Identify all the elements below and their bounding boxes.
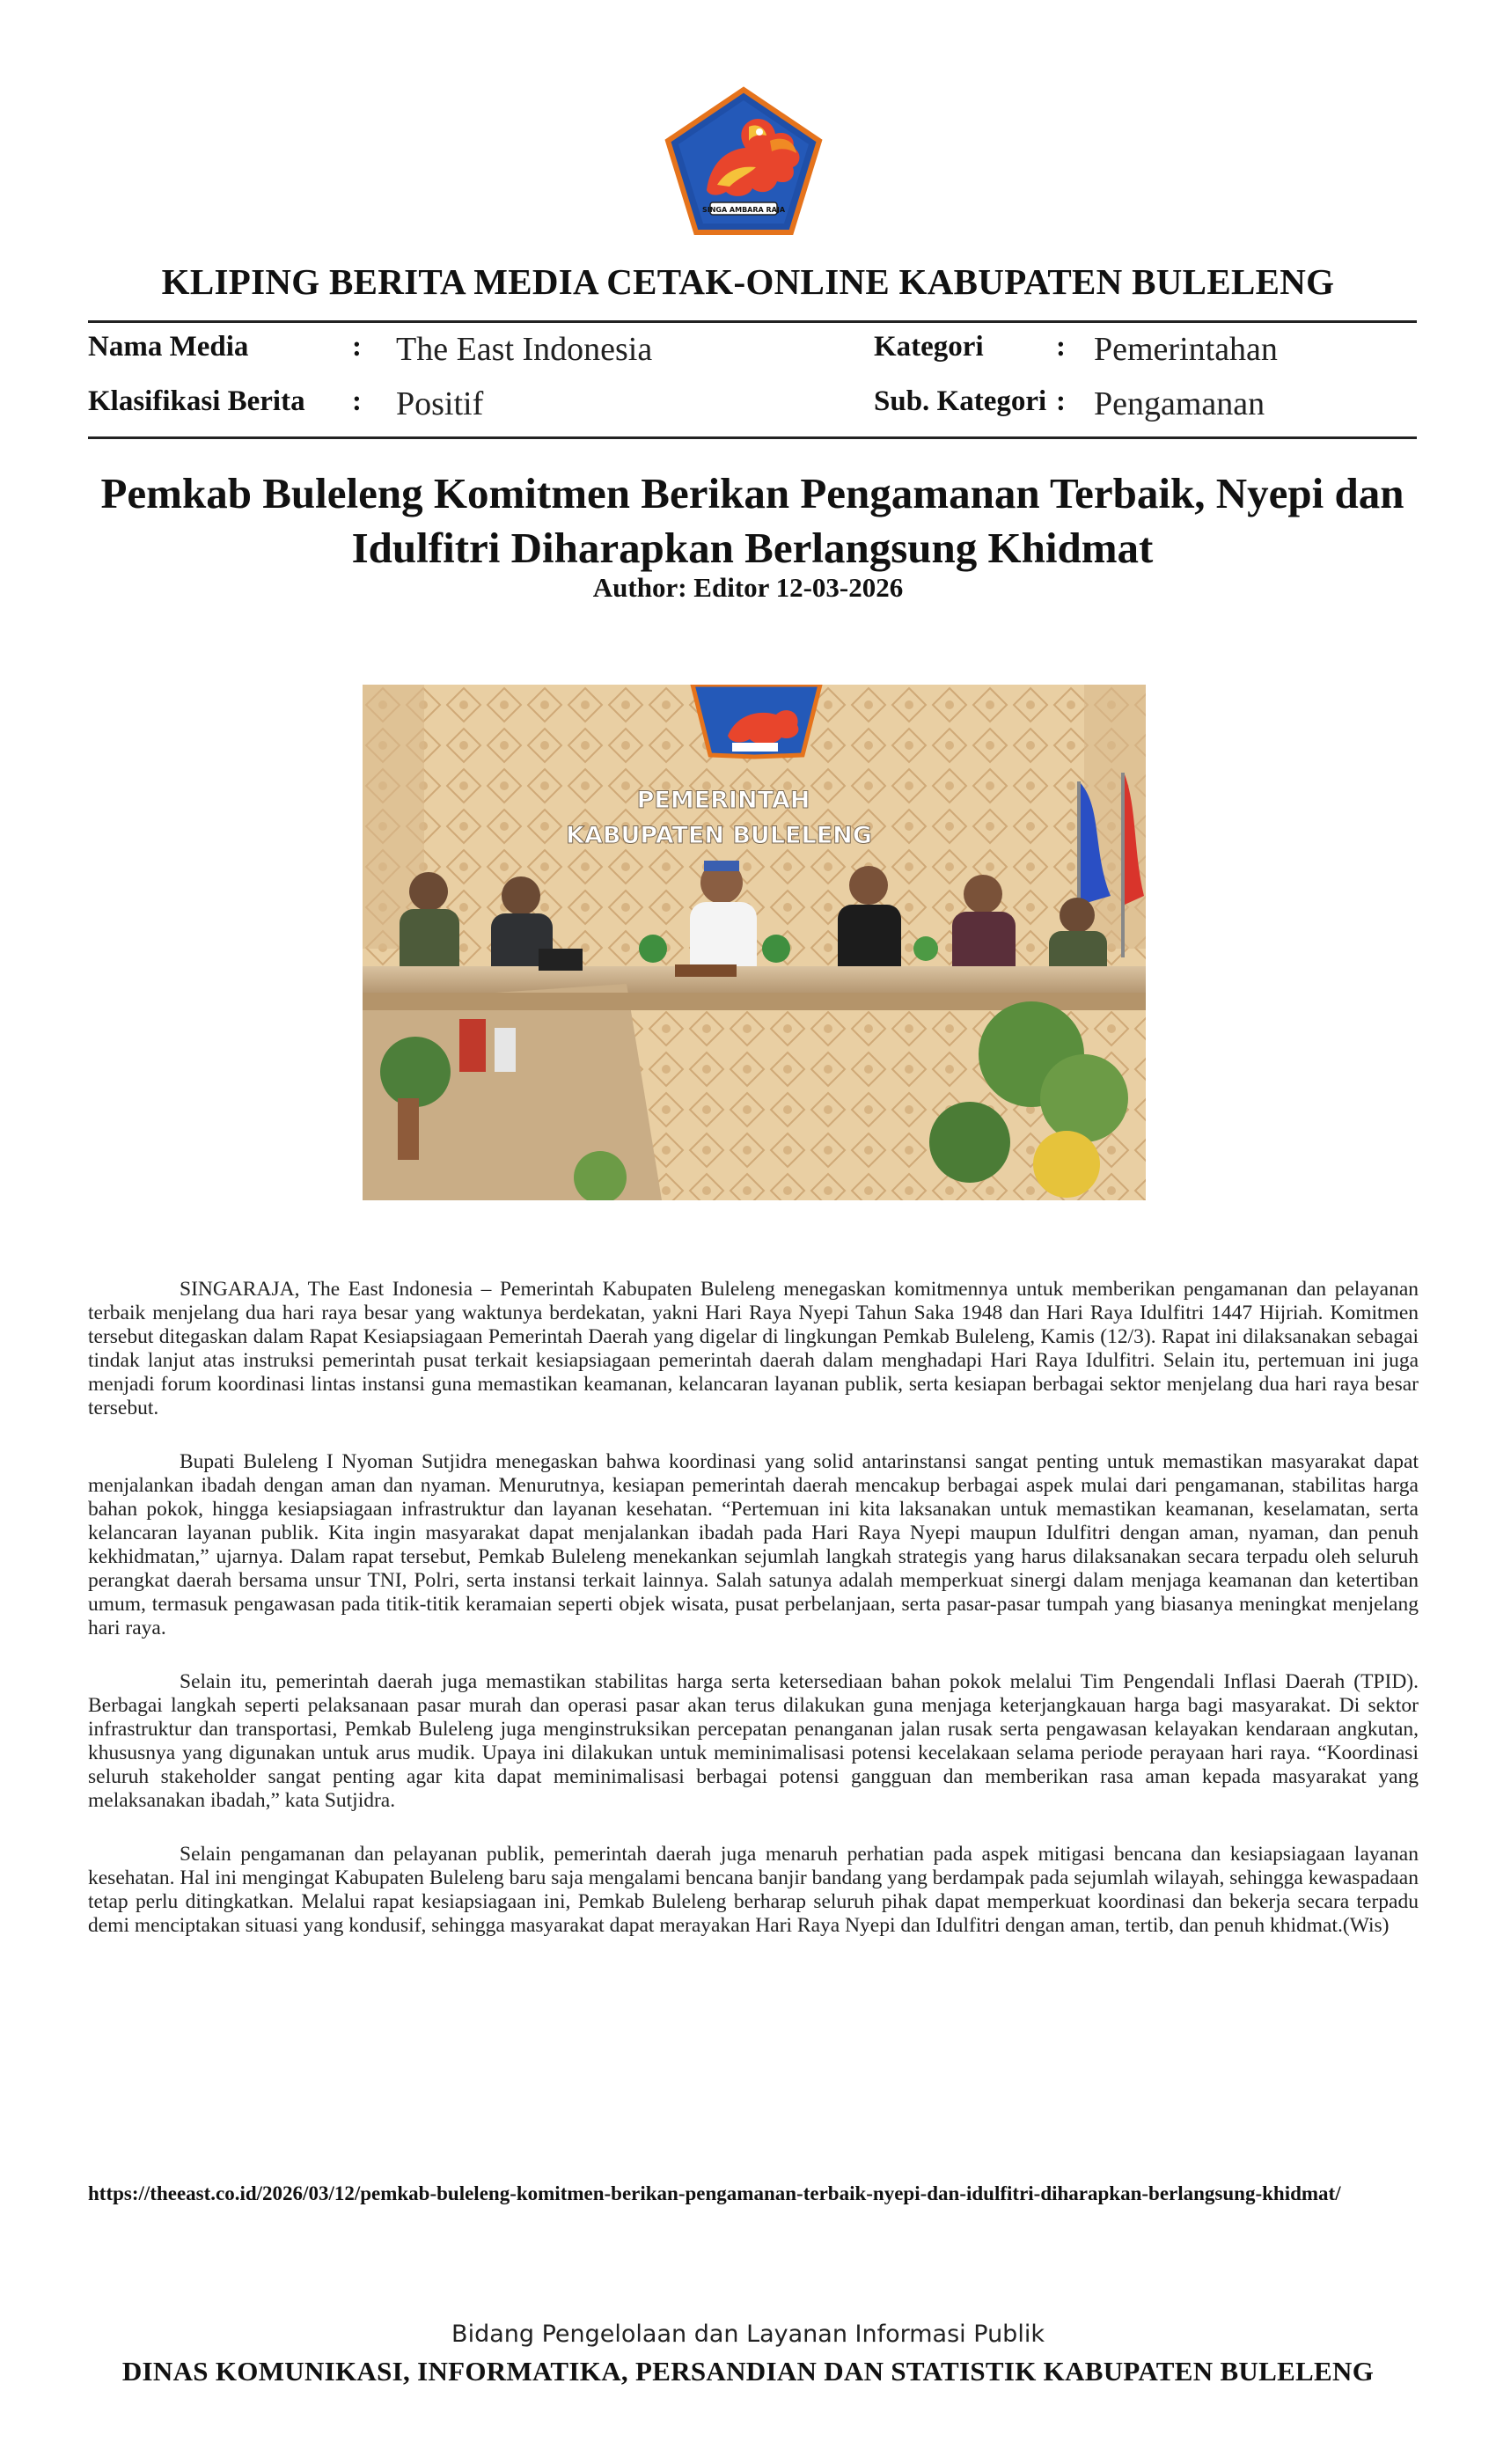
meta-divider — [88, 436, 1417, 439]
article-author: Author: Editor 12-03-2026 — [592, 572, 904, 603]
klasifikasi-colon: : — [352, 385, 362, 417]
emblem-motto: SINGA AMBARA RAJA — [701, 206, 786, 214]
media-value: The East Indonesia — [396, 331, 653, 368]
top-divider — [88, 320, 1417, 323]
subkategori-label: Sub. Kategori — [874, 385, 1047, 417]
kategori-value: Pemerintahan — [1094, 331, 1278, 368]
photo-sign-line1: PEMERINTAH — [636, 787, 810, 814]
paragraph-2: Bupati Buleleng I Nyoman Sutjidra menegaskan bahwa koordinasi yang solid antarinstansi sangat penting untuk memastikan masyarakat dapat menjalankan ibadah dengan aman dan nyaman. Menurutnya, kesiapan pemerintah daerah mencakup berbagai aspek mulai dari pengamanan, stabilitas harga bahan pokok, hingga kesiapsiagaan infrastruktur dan layanan kesehatan. “Pertemuan ini kita laksanakan untuk memastikan keamanan, keselamatan, serta kelancaran layanan publik. Kita ingin masyarakat dapat menjalankan ibadah pada Hari Raya Nyepi maupun Idulfitri dengan aman, nyaman, dan penuh kekhidmatan,” ujarnya. Dalam rapat tersebut, Pemkab Buleleng menekankan sejumlah langkah strategis yang harus dilaksanakan secara terpadu oleh seluruh perangkat daerah bersama unsur TNI, Polri, serta instansi terkait lainnya. Salah satunya adalah memperkuat sinergi dalam menjaga keamanan dan ketertiban umum, termasuk pengawasan pada titik-titik keramaian seperti objek wisata, pusat perbelanjaan, serta pasar-pasar tumpah yang biasanya meningkat menjelang hari raya. — [88, 1450, 1419, 1639]
meeting-photo — [363, 685, 1146, 1200]
paragraph-1: SINGARAJA, The East Indonesia – Pemerintah Kabupaten Buleleng menegaskan komitmennya untuk memberikan pengamanan dan pelayanan terbaik menjelang dua hari raya besar yang waktunya berdekatan, yakni Hari Raya Nyepi Tahun Saka 1948 dan Hari Raya Idulfitri 1447 Hijriah. Komitmen tersebut ditegaskan dalam Rapat Kesiapsiagaan Pemerintah Daerah yang digelar di lingkungan Pemkab Buleleng, Kamis (12/3). Rapat ini dilaksanakan sebagai tindak lanjut atas instruksi pemerintah pusat terkait kesiapsiagaan pemerintah daerah dalam menghadapi Hari Raya Idulfitri. Selain itu, pertemuan ini juga menjadi forum koordinasi lintas instansi guna memastikan keamanan, kelancaran layanan publik, serta kesiapan berbagai sektor menjelang dua hari raya besar tersebut. — [88, 1278, 1419, 1419]
kategori-label: Kategori — [874, 331, 984, 363]
article-headline: Pemkab Buleleng Komitmen Berikan Pengamanan Terbaik, Nyepi dan Idulfitri Diharapkan Berlangsung Khidmat — [100, 469, 1404, 572]
source-url[interactable]: https://theeast.co.id/2026/03/12/pemkab-buleleng-komitmen-berikan-pengamanan-terbaik-nyepi-dan-idulfitri-diharapkan-berlangsung-khidmat/ — [88, 2182, 1341, 2204]
kategori-colon: : — [1056, 331, 1066, 363]
media-colon: : — [352, 331, 362, 363]
subkategori-colon: : — [1056, 385, 1066, 417]
footer-agency: DINAS KOMUNIKASI, INFORMATIKA, PERSANDIAN DAN STATISTIK KABUPATEN BULELENG — [121, 2356, 1375, 2387]
media-label: Nama Media — [88, 331, 249, 363]
photo-sign-line2: KABUPATEN BULELENG — [566, 822, 872, 849]
subkategori-value: Pengamanan — [1094, 385, 1265, 422]
paragraph-4: Selain pengamanan dan pelayanan publik, pemerintah daerah juga menaruh perhatian pada aspek mitigasi bencana dan kesiapsiagaan layanan kesehatan. Hal ini mengingat Kabupaten Buleleng baru saja mengalami bencana banjir bandang yang berdampak pada sejumlah wilayah, sehingga kewaspadaan tetap perlu ditingkatkan. Melalui rapat kesiapsiagaan ini, Pemkab Buleleng berharap seluruh pihak dapat memperkuat koordinasi dan bekerja secara terpadu demi menciptakan situasi yang kondusif, sehingga masyarakat dapat merayakan Hari Raya Nyepi dan Idulfitri dengan aman, tertib, dan penuh khidmat.(Wis) — [88, 1843, 1419, 1937]
buleleng-emblem-icon — [664, 86, 823, 236]
klasifikasi-value: Positif — [396, 385, 484, 422]
klasifikasi-label: Klasifikasi Berita — [88, 385, 305, 417]
document-title: KLIPING BERITA MEDIA CETAK-ONLINE KABUPATEN BULELENG — [161, 261, 1335, 302]
article-body — [88, 1278, 1419, 1968]
paragraph-3: Selain itu, pemerintah daerah juga memastikan stabilitas harga serta ketersediaan bahan pokok melalui Tim Pengendali Inflasi Daerah (TPID). Berbagai langkah seperti pelaksanaan pasar murah dan operasi pasar akan terus dilakukan guna menjaga keterjangkauan harga bagi masyarakat. Di sektor infrastruktur dan transportasi, Pemkab Buleleng juga menginstruksikan percepatan penanganan jalan rusak serta pengawasan kelayakan kendaraan angkutan, khususnya yang digunakan untuk arus mudik. Upaya ini dilakukan untuk meminimalisasi potensi kecelakaan selama periode perayaan hari raya. “Koordinasi seluruh stakeholder sangat penting agar kita dapat meminimalisasi berbagai potensi gangguan dan memberikan rasa aman kepada masyarakat yang melaksanakan ibadah,” kata Sutjidra. — [88, 1670, 1419, 1812]
footer-department: Bidang Pengelolaan dan Layanan Informasi Publik — [451, 2321, 1045, 2348]
